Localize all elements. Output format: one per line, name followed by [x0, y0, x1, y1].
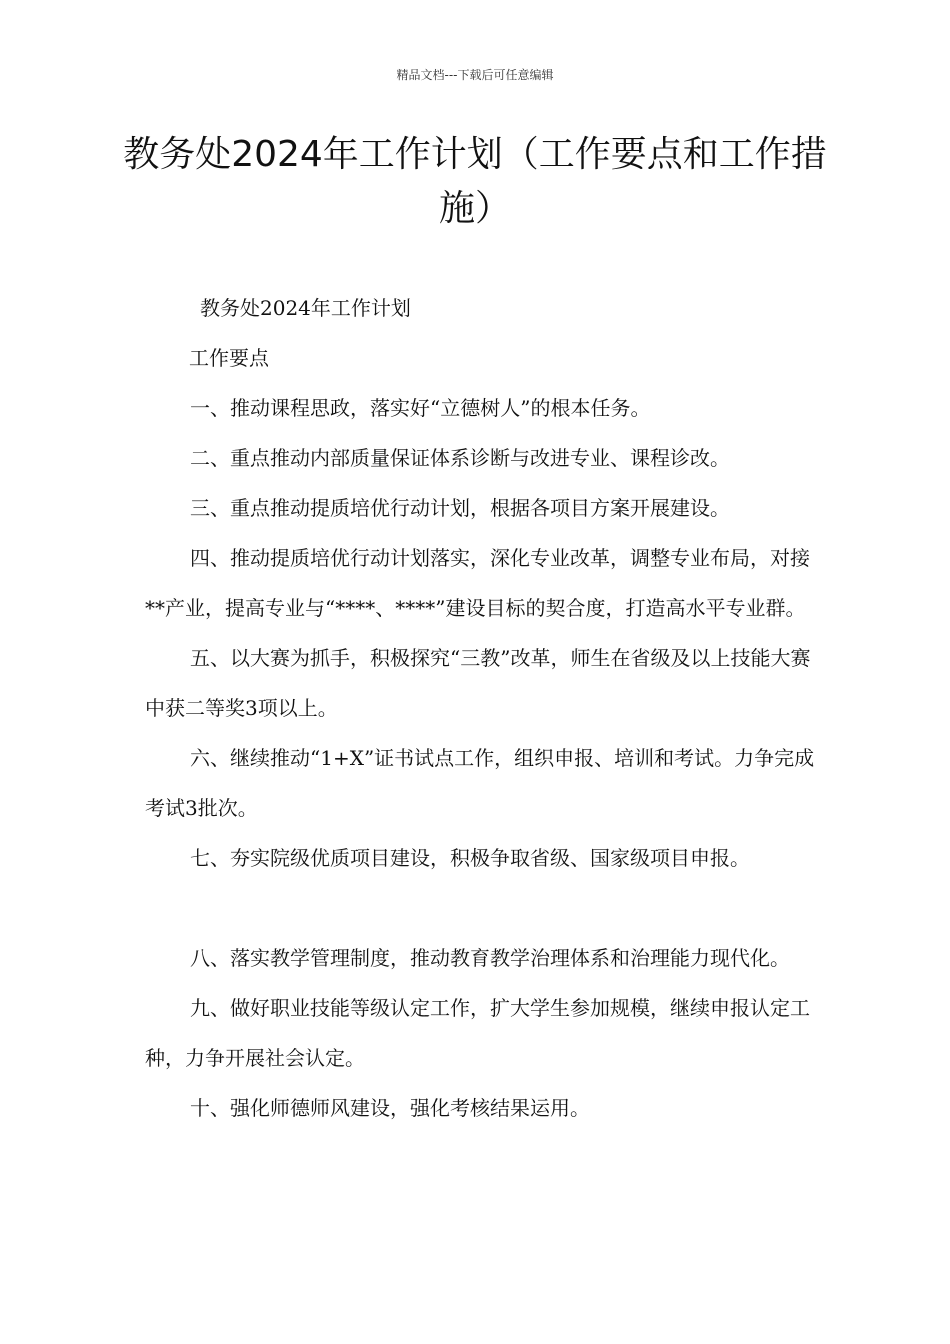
- paragraph-item-10: 十、强化师德师风建设，强化考核结果运用。: [190, 1096, 590, 1120]
- subheading-key-points: 工作要点: [189, 346, 269, 370]
- paragraph-item-5: 五、以大赛为抓手，积极探究“三教”改革，师生在省级及以上技能大赛中获二等奖3项以上。: [145, 646, 811, 720]
- paragraph-item-8: 八、落实教学管理制度，推动教育教学治理体系和治理能力现代化。: [190, 946, 790, 970]
- paragraph-item-9: 九、做好职业技能等级认定工作，扩大学生参加规模，继续申报认定工种，力争开展社会认定。: [145, 996, 810, 1070]
- header-note: 精品文档---下载后可任意编辑: [396, 68, 554, 82]
- section-heading: 教务处2024年工作计划: [200, 296, 411, 320]
- paragraph-item-1: 一、推动课程思政，落实好“立德树人”的根本任务。: [190, 396, 651, 420]
- document-body: [145, 283, 825, 1133]
- paragraph-item-7: 七、夯实院级优质项目建设，积极争取省级、国家级项目申报。: [190, 846, 750, 870]
- document-title: 教务处2024年工作计划（工作要点和工作措施）: [123, 134, 827, 229]
- paragraph-item-3: 三、重点推动提质培优行动计划，根据各项目方案开展建设。: [190, 496, 730, 520]
- paragraph-item-2: 二、重点推动内部质量保证体系诊断与改进专业、课程诊改。: [190, 446, 730, 470]
- paragraph-item-6: 六、继续推动“1+X”证书试点工作，组织申报、培训和考试。力争完成考试3批次。: [145, 746, 815, 820]
- paragraph-item-4: 四、推动提质培优行动计划落实，深化专业改革，调整专业布局，对接**产业，提高专业与“****、****”建设目标的契合度，打造高水平专业群。: [145, 546, 810, 620]
